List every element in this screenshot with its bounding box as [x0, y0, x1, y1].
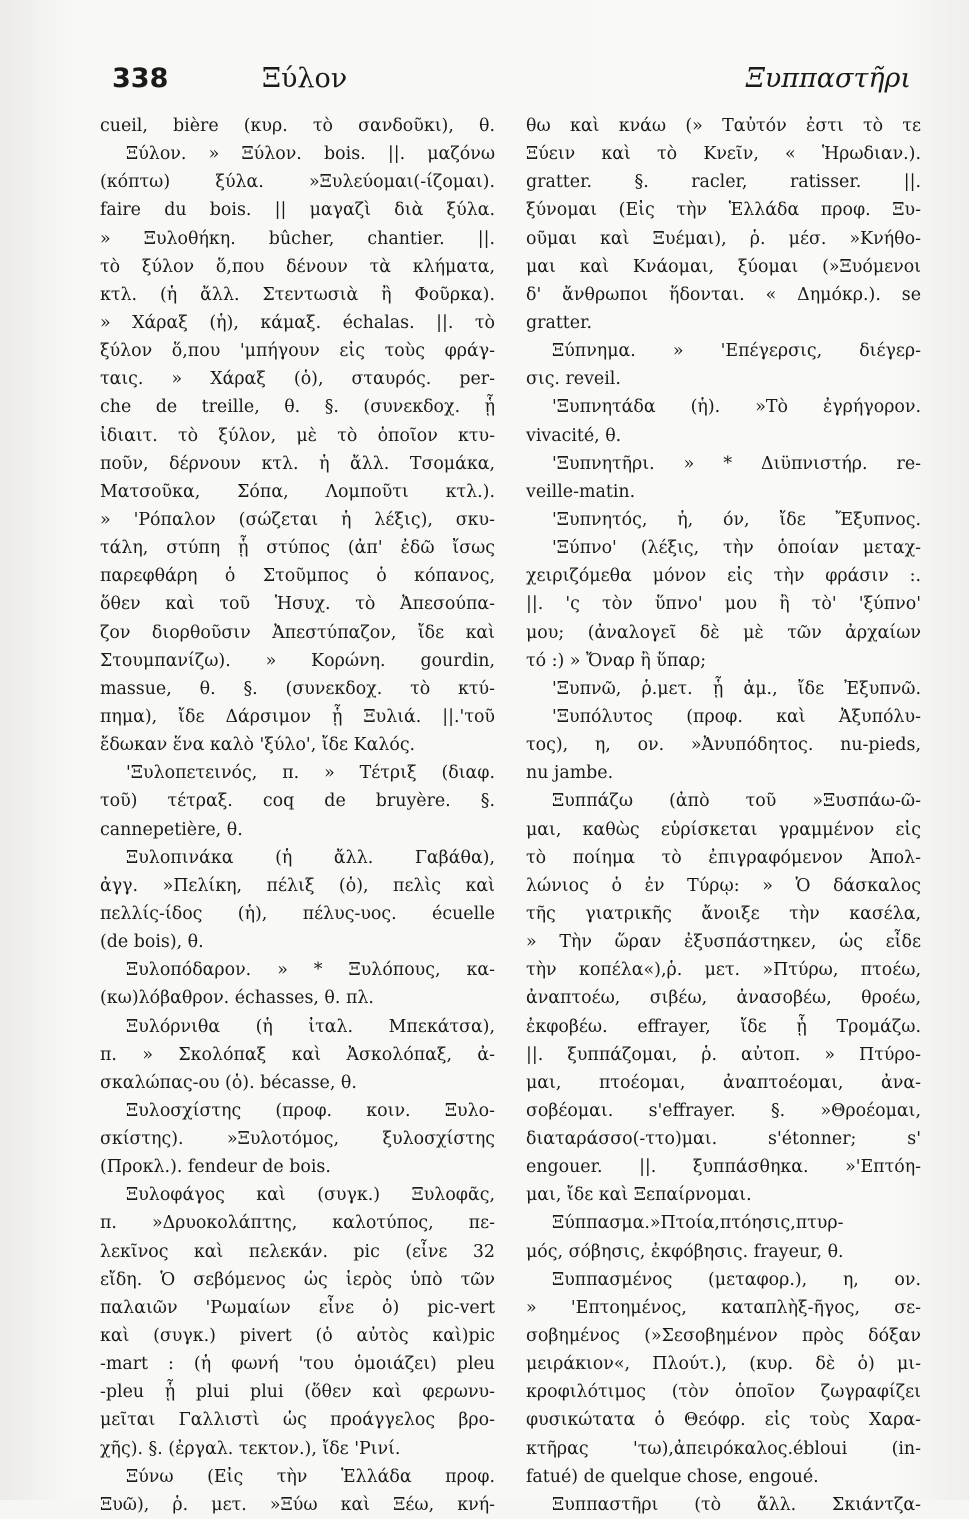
text-line: 'Ξυπνῶ, ῥ.μετ. ᾗ ἀμ., ἴδε Ἐξυπνῶ.	[552, 678, 921, 699]
text-line: φυσικώτατα ὁ Θεόφρ. εἰς τοὺς Χαρα-	[526, 1410, 921, 1431]
text-line: Ξύνω (Εἰς τὴν Ἑλλάδα προφ.	[126, 1466, 495, 1487]
text-line: Ξυλόρνιθα (ἡ ἰταλ. Μπεκάτσα),	[126, 1016, 495, 1037]
text-line: μαι, καθὼς εὑρίσκεται γραμμένον εἰς	[526, 819, 921, 840]
text-line: Ματσοῦκα, Σόπα, Λομποῦτι κτλ.).	[100, 481, 495, 502]
text-line: ζον διορθοῦσιν Ἀπεστύπαζον, ἴδε καὶ	[100, 622, 495, 643]
text-line: σκίστης). »Ξυλοτόμος, ξυλοσχίστης	[100, 1129, 495, 1150]
text-line: -mart : (ἡ φωνή 'του ὁμοιάζει) pleu	[100, 1354, 495, 1375]
text-line: ἐκφοβέω. effrayer, ἴδε ᾗ Τρομάζω.	[526, 1016, 921, 1037]
text-line: κτῆρας 'τω),ἀπειρόκαλος.ébloui (in-	[526, 1438, 921, 1459]
text-line: ||. ξυππάζομαι, ῥ. αὐτοπ. » Πτύρο-	[526, 1044, 921, 1065]
text-line: (κόπτω) ξύλα. »Ξυλεύομαι(-ίζομαι).	[100, 172, 495, 193]
text-line: Ξύλον. » Ξύλον. bois. ||. μαζόνω	[126, 144, 495, 165]
text-line: τάλη, στύπη ᾗ στύπος (ἀπ' ἐδῶ ἴσως	[100, 538, 495, 559]
text-line: 'Ξυπνητός, ἡ, όν, ἴδε Ἔξυπνος.	[552, 509, 921, 530]
text-line: μαι, ἴδε καὶ Ξεπαίρνομαι.	[526, 1185, 752, 1206]
text-line: 'Ξύπνο' (λέξις, τὴν ὁποίαν μεταχ-	[552, 538, 921, 559]
right-text-column	[526, 112, 921, 1519]
text-line: μειράκιον«, Πλούτ.), (κυρ. δὲ ὁ) μι-	[526, 1354, 921, 1375]
text-line: » 'Επτοημένος, καταπλὴξ-ῆγος, σε-	[526, 1297, 921, 1318]
text-line: μός, σόβησις, ἐκφόβησις. frayeur, θ.	[526, 1241, 844, 1262]
text-line: μεῖται Γαλλιστὶ ὡς προάγγελος βρο-	[100, 1410, 495, 1431]
text-line: π. »Δρυοκολάπτης, καλοτύπος, πε-	[100, 1213, 495, 1234]
text-line: ||. 'ς τὸν ὕπνο' μου ἢ τὸ' 'ξύπνο'	[526, 594, 921, 615]
text-line: Ξυλοφάγος καὶ (συγκ.) Ξυλοφᾶς,	[126, 1185, 495, 1206]
text-line: τῆς γιατρικῆς ἄνοιξε τὴν κασέλα,	[526, 903, 921, 924]
right-running-headword: Ξυππαστῆρι	[745, 63, 911, 94]
text-line: τό :) » Ὄναρ ἢ ὕπαρ;	[526, 650, 707, 671]
text-line: παλαιῶν 'Ρωμαίων εἶνε ὁ) pic-vert	[100, 1297, 495, 1318]
text-line: ἔδωκαν ἕνα καλὸ 'ξύλο', ἴδε Καλός.	[100, 735, 416, 756]
text-line: ἀγγ. »Πελίκη, πέλιξ (ὁ), πελὶς καὶ	[100, 875, 495, 896]
text-line: μου; (ἀναλογεῖ δὲ μὲ τῶν ἀρχαίων	[526, 622, 921, 643]
text-line: cannepetière, θ.	[100, 819, 243, 840]
text-line: fatué) de quelque chose, engoué.	[526, 1466, 819, 1487]
text-line: gratter. §. racler, ratisser. ||.	[526, 172, 921, 193]
text-line: σοβημένος (»Σεσοβημένον πρὸς δόξαν	[526, 1326, 921, 1347]
text-line: Ξύπνημα. » 'Επέγερσις, διέγερ-	[552, 341, 921, 362]
text-line: τος), η, ον. »Ἀνυπόδητος. nu-pieds,	[526, 735, 921, 756]
text-line: veille-matin.	[526, 481, 636, 502]
text-line: che de treille, θ. §. (συνεκδοχ. ᾗ	[100, 397, 495, 418]
text-line: ταις. » Χάραξ (ὁ), σταυρός. per-	[100, 369, 495, 390]
text-line: λώνιος ὁ ἐν Τύρῳ: » Ὁ δάσκαλος	[526, 875, 921, 896]
text-line: Ξύππασμα.»Πτοία,πτόησις,πτυρ-	[552, 1213, 844, 1234]
text-line: Ξυλοσχίστης (προφ. κοιν. Ξυλο-	[126, 1100, 495, 1121]
text-line: τοῦ) τέτραξ. coq de bruyère. §.	[100, 791, 495, 812]
text-line: ἀναπτοέω, σιβέω, ἀνασοβέω, θροέω,	[526, 988, 921, 1009]
text-line: πελλίς-ίδος (ἡ), πέλυς-υος. écuelle	[100, 903, 495, 924]
text-line: μαι καὶ Κνάομαι, ξύομαι (»Ξυόμενοι	[526, 256, 921, 277]
text-line: » 'Ρόπαλον (σώζεται ἡ λέξις), σκυ-	[100, 509, 495, 530]
page-number: 338	[112, 63, 169, 94]
text-line: δ' ἄνθρωποι ἥδονται. « Δημόκρ.). se	[526, 284, 921, 305]
text-line: οῦμαι καὶ Ξυέμαι), ῥ. μέσ. »Κνήθο-	[526, 228, 921, 249]
text-line: (Προκλ.). fendeur de bois.	[100, 1157, 331, 1178]
text-line: (κω)λόβαθρον. échasses, θ. πλ.	[100, 988, 374, 1009]
text-line: 'Ξυπόλυτος (προφ. καὶ Ἀξυπόλυ-	[552, 706, 921, 727]
text-line: χειριζόμεθα μόνον εἰς τὴν φράσιν :.	[526, 566, 921, 587]
text-line: nu jambe.	[526, 763, 614, 784]
text-line: » Ξυλοθήκη. bûcher, chantier. ||.	[100, 228, 495, 249]
text-line: ξύλον ὅ,που 'μπήγουν εἰς τοὺς φράγ-	[100, 341, 495, 362]
text-line: σοβέομαι. s'effrayer. §. »Θροέομαι,	[526, 1100, 921, 1121]
text-line: Ξυππάζω (ἀπὸ τοῦ »Ξυσπάω-ῶ-	[552, 791, 921, 812]
text-line: σκαλώπας-ου (ὁ). bécasse, θ.	[100, 1072, 357, 1093]
text-line: -pleu ᾗ plui plui (ὅθεν καὶ φερωνυ-	[100, 1382, 495, 1403]
text-line: gratter.	[526, 312, 593, 333]
text-line: κροφιλότιμος (τὸν ὁποῖον ζωγραφίζει	[526, 1382, 921, 1403]
text-line: 'Ξυπνητῆρι. » * Διϋπνιστήρ. re-	[552, 453, 921, 474]
text-line: λεκῖνος καὶ πελεκάν. pic (εἶνε 32	[100, 1241, 495, 1262]
text-line: ἰδιαιτ. τὸ ξύλον, μὲ τὸ ὁποῖον κτυ-	[100, 425, 495, 446]
text-line: χῆς). §. (ἐργαλ. τεκτον.), ἴδε 'Ρινί.	[100, 1438, 401, 1459]
page-header	[112, 58, 929, 100]
text-line: τὸ ποίημα τὸ ἐπιγραφόμενον Ἀπολ-	[526, 847, 921, 868]
text-line: (de bois), θ.	[100, 932, 204, 953]
text-line: engouer. ||. ξυππάσθηκα. »'Επτόη-	[526, 1157, 921, 1178]
text-line: κτλ. (ἡ ἄλλ. Στεντωσιὰ ἢ Φοῦρκα).	[100, 284, 495, 305]
text-line: πημα), ἴδε Δάρσιμον ᾗ Ξυλιά. ||.'τοῦ	[100, 706, 495, 727]
left-text-column	[100, 112, 495, 1519]
text-line: τὸ ξύλον ὅ,που δένουν τὰ κλήματα,	[100, 256, 495, 277]
text-line: Ξύειν καὶ τὸ Κνεῖν, « Ἡρωδιαν.).	[526, 144, 921, 165]
text-line: Ξυλοπινάκα (ἡ ἄλλ. Γαβάθα),	[126, 847, 495, 868]
text-line: τὴν κοπέλα«),ῥ. μετ. »Πτύρω, πτοέω,	[526, 960, 921, 981]
text-line: vivacité, θ.	[526, 425, 622, 446]
text-line: » Χάραξ (ἡ), κάμαξ. échalas. ||. τὸ	[100, 312, 495, 333]
text-line: παρεφθάρη ὁ Στοῦμπος ὁ κόπανος,	[100, 566, 495, 587]
text-line: π. » Σκολόπαξ καὶ Ἀσκολόπαξ, ἀ-	[100, 1044, 495, 1065]
text-line: Στουμπανίζω). » Κορώνη. gourdin,	[100, 650, 495, 671]
text-line: εἴδη. Ὁ σεβόμενος ὡς ἱερὸς ὑπὸ τῶν	[100, 1269, 495, 1290]
text-line: faire du bois. || μαγαζὶ διὰ ξύλα.	[100, 200, 495, 221]
text-line: σις. reveil.	[526, 369, 621, 390]
left-running-headword: Ξύλον	[262, 63, 348, 94]
text-line: θω καὶ κνάω (» Ταὐτόν ἐστι τὸ τε	[526, 116, 921, 136]
text-line: ποῦν, δέρνουν κτλ. ἡ ἄλλ. Τσομάκα,	[100, 453, 495, 474]
text-line: ὅθεν καὶ τοῦ Ἡσυχ. τὸ Ἀπεσούπα-	[100, 594, 495, 615]
text-line: μαι, πτοέομαι, ἀναπτοέομαι, ἀνα-	[526, 1072, 921, 1093]
text-line: 'Ξυλοπετεινός, π. » Τέτριξ (διαφ.	[126, 763, 495, 784]
text-line: Ξυῶ), ῥ. μετ. »Ξύω καὶ Ξέω, κνή-	[100, 1494, 495, 1515]
text-line: Ξυλοπόδαρον. » * Ξυλόπους, κα-	[126, 960, 495, 981]
text-line: massue, θ. §. (συνεκδοχ. τὸ κτύ-	[100, 678, 495, 699]
text-line: διαταράσσο(-ττο)μαι. s'étonner; s'	[526, 1129, 921, 1150]
text-line: » Τὴν ὥραν ἐξυσπάστηκεν, ὡς εἶδε	[526, 932, 921, 953]
text-line: Ξυππασμένος (μεταφορ.), η, ον.	[552, 1269, 921, 1290]
text-line: ξύνομαι (Εἰς τὴν Ἑλλάδα προφ. Ξυ-	[526, 200, 921, 221]
text-line: cueil, bière (κυρ. τὸ σανδοῦκι), θ.	[100, 116, 495, 136]
text-line: Ξυππαστῆρι (τὸ ἄλλ. Σκιάντζα-	[552, 1494, 921, 1515]
text-line: καὶ (συγκ.) pivert (ὁ αὐτὸς καὶ)pic	[100, 1326, 495, 1347]
text-line: 'Ξυπνητάδα (ἡ). »Τὸ ἐγρήγορον.	[552, 397, 921, 418]
